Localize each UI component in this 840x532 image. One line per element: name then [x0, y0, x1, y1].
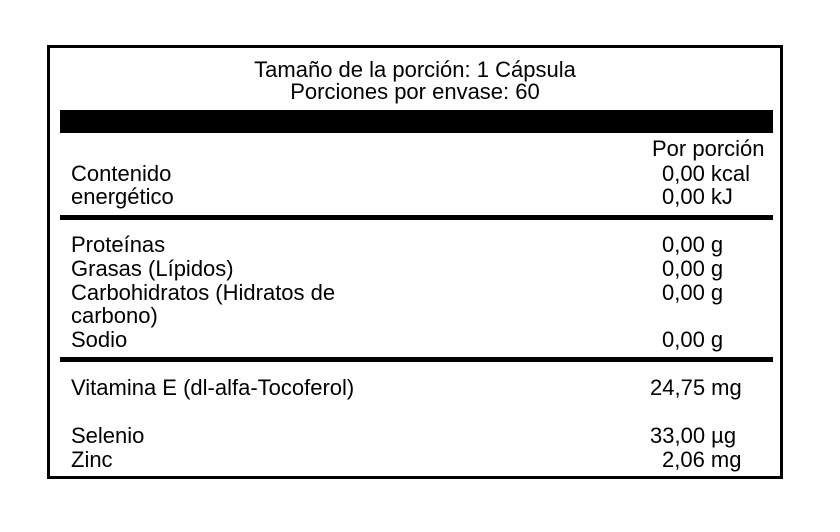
energy-label-line1: Contenido — [71, 161, 172, 186]
nutrient-name: Zinc — [71, 447, 113, 472]
nutrient-name: Vitamina E (dl-alfa-Tocoferol) — [71, 375, 355, 400]
energy-label-line2: energético — [71, 184, 174, 209]
nutrient-name: Selenio — [71, 423, 145, 448]
servings-per-container-text: Porciones por envase: 60 — [290, 79, 540, 104]
nutrient-name: Grasas (Lípidos) — [71, 256, 234, 281]
nutrient-name: Carbohidratos (Hidratos de — [71, 280, 336, 305]
per-serving-heading: Por porción — [652, 136, 765, 161]
energy-kj-value: 0,00 kJ — [662, 184, 733, 209]
energy-kcal-value: 0,00 kcal — [662, 161, 751, 186]
divider-rule — [60, 357, 773, 362]
serving-size-text: Tamaño de la porción: 1 Cápsula — [254, 57, 576, 82]
nutrient-amount: 0,00 g — [662, 280, 724, 305]
nutrient-name: Sodio — [71, 327, 128, 352]
nutrient-amount: 24,75 mg — [650, 375, 742, 400]
nutrient-amount: 0,00 g — [662, 232, 724, 257]
nutrient-name: Proteínas — [71, 232, 166, 257]
nutrition-facts-label — [47, 45, 783, 479]
header-black-bar — [60, 110, 773, 133]
divider-rule — [60, 215, 773, 220]
nutrient-amount: 0,00 g — [662, 256, 724, 281]
nutrient-amount: 33,00 µg — [650, 423, 737, 448]
nutrient-name-continued: carbono) — [71, 303, 158, 328]
nutrient-amount: 2,06 mg — [662, 447, 742, 472]
nutrient-amount: 0,00 g — [662, 327, 724, 352]
